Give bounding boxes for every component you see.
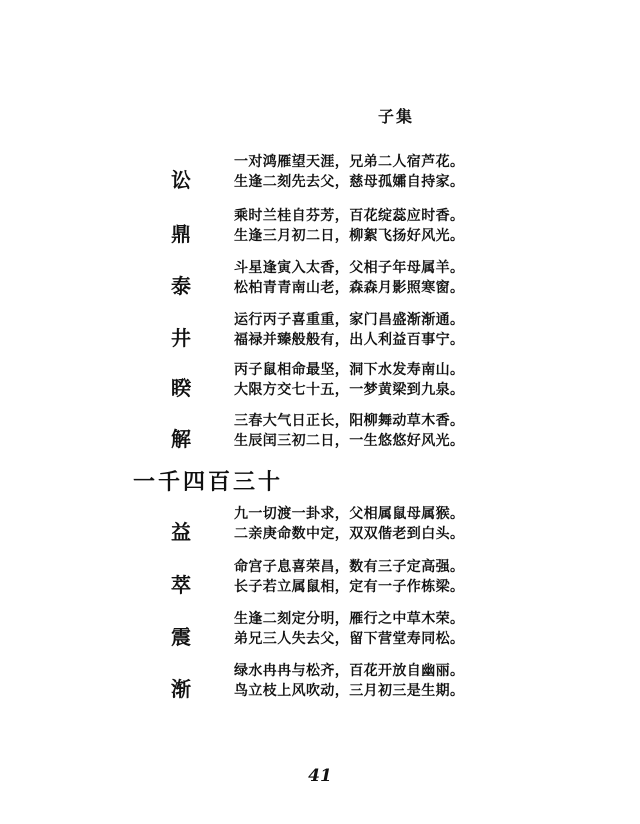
verse-line: 长子若立属鼠相，定有一子作栋梁。 [234,579,465,595]
hexagram-name: 解 [171,427,191,451]
verse-entry [0,609,640,659]
verse-line: 命宫子息喜荣昌，数有三子定高强。 [234,559,465,575]
hexagram-name: 泰 [171,274,191,298]
hexagram-name: 震 [171,625,191,649]
verse-line: 生辰闰三初二日，一生悠悠好风光。 [234,433,465,449]
verse-lines [234,206,464,246]
verse-line: 绿水冉冉与松齐，百花开放自幽丽。 [234,663,465,679]
hexagram-name: 井 [171,326,191,350]
verse-line: 运行丙子喜重重，家门昌盛渐渐通。 [234,312,465,328]
verse-entry [0,661,640,711]
verse-entry [0,310,640,360]
page-header: 子集 [378,107,415,126]
hexagram-name: 萃 [171,573,191,597]
verse-entry [0,557,640,607]
hexagram-name: 睽 [171,376,191,400]
verse-line: 丙子鼠相命最坚，洞下水发寿南山。 [234,362,465,378]
verse-lines [234,258,464,298]
hexagram-name: 鼎 [171,222,191,246]
verse-line: 斗星逢寅入太香，父相子年母属羊。 [234,260,465,276]
hexagram-name: 益 [171,520,191,544]
verse-line: 乘时兰桂自芬芳，百花绽蕊应时香。 [234,208,465,224]
verse-lines [234,557,464,597]
section-title: 一千四百三十 [133,469,284,495]
verse-lines [234,411,464,451]
verse-lines [234,609,464,649]
verse-lines [234,360,464,400]
verse-entry [0,258,640,308]
verse-line: 生逢二刻定分明，雁行之中草木荣。 [234,611,465,627]
verse-line: 松柏青青南山老，森森月影照寒窗。 [234,280,465,296]
verse-line: 九一切渡一卦求，父相属鼠母属猴。 [234,506,465,522]
verse-line: 二亲庚命数中定，双双偕老到白头。 [234,526,465,542]
verse-entry [0,504,640,554]
verse-lines [234,152,464,192]
verse-entry [0,360,640,410]
verse-line: 福禄并臻般般有，出人利益百事宁。 [234,332,465,348]
verse-lines [234,504,464,544]
hexagram-name: 讼 [171,168,191,192]
verse-line: 鸟立枝上风吹动，三月初三是生期。 [234,683,465,699]
verse-lines [234,661,464,701]
verse-line: 弟兄三人失去父，留下营堂寿同松。 [234,631,465,647]
page-number: 41 [308,766,332,786]
hexagram-name: 渐 [171,677,191,701]
verse-entry [0,206,640,256]
verse-lines [234,310,464,350]
verse-entry [0,152,640,202]
verse-line: 大限方交七十五，一梦黄梁到九泉。 [234,382,465,398]
verse-line: 三春大气日正长，阳柳舞动草木香。 [234,413,465,429]
verse-line: 生逢二刻先去父，慈母孤孀自持家。 [234,174,465,190]
verse-line: 一对鸿雁望天涯，兄弟二人宿芦花。 [234,154,465,170]
verse-entry [0,411,640,461]
verse-line: 生逢三月初二日，柳絮飞扬好风光。 [234,228,465,244]
